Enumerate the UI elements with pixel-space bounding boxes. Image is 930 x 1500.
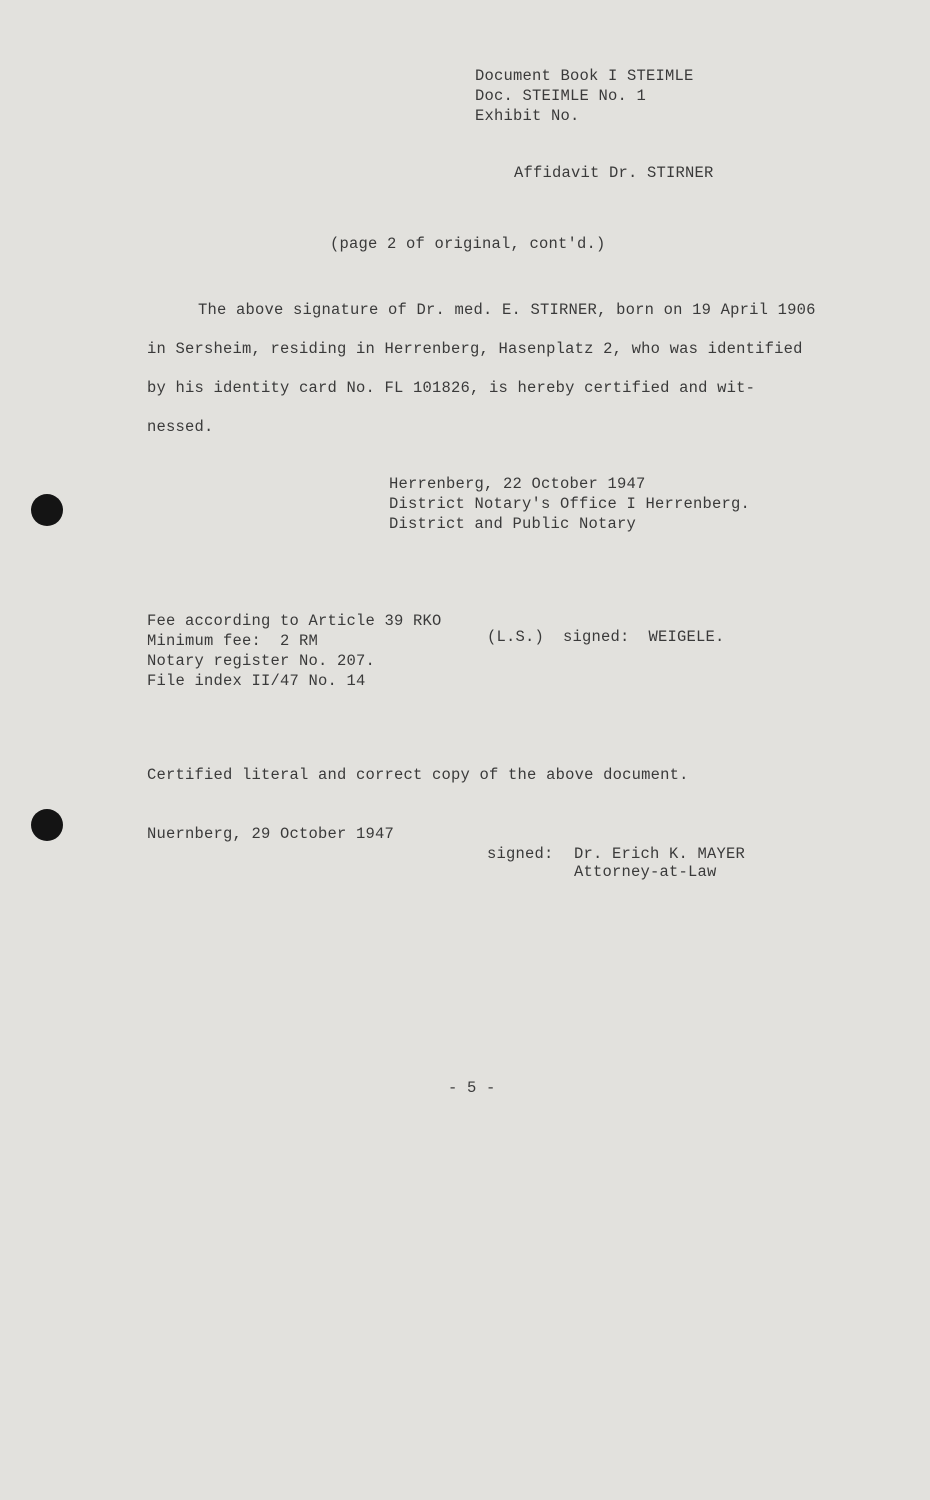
exhibit-line: Exhibit No. — [475, 107, 580, 125]
notary-title: District and Public Notary — [389, 515, 637, 533]
attorney-title: Attorney-at-Law — [574, 863, 717, 881]
file-index-line: File index II/47 No. 14 — [147, 672, 366, 690]
punch-hole-top — [31, 494, 63, 526]
seal-signed-line: (L.S.) signed: WEIGELE. — [487, 628, 725, 646]
minimum-fee-line: Minimum fee: 2 RM — [147, 632, 319, 650]
register-line: Notary register No. 207. — [147, 652, 376, 670]
attorney-name: Dr. Erich K. MAYER — [574, 845, 746, 863]
body-line-1: The above signature of Dr. med. E. STIRNER, born on 19 April 1906 — [198, 301, 816, 319]
fee-line: Fee according to Article 39 RKO — [147, 612, 442, 630]
doc-book-line: Document Book I STEIMLE — [475, 67, 694, 85]
notary-office: District Notary's Office I Herrenberg. — [389, 495, 751, 513]
notary-place-date: Herrenberg, 22 October 1947 — [389, 475, 646, 493]
document-title: Affidavit Dr. STIRNER — [514, 164, 714, 182]
page-number: - 5 - — [448, 1079, 496, 1097]
punch-hole-bottom — [31, 809, 63, 841]
certification-line: Certified literal and correct copy of the above document. — [147, 766, 689, 784]
body-line-3: by his identity card No. FL 101826, is hereby certified and wit- — [147, 379, 756, 397]
page-note: (page 2 of original, cont'd.) — [330, 235, 606, 253]
certification-place-date: Nuernberg, 29 October 1947 — [147, 825, 395, 843]
body-line-2: in Sersheim, residing in Herrenberg, Hasenplatz 2, who was identified — [147, 340, 803, 358]
attorney-signed-label: signed: — [487, 845, 554, 863]
body-line-4: nessed. — [147, 418, 214, 436]
doc-number-line: Doc. STEIMLE No. 1 — [475, 87, 647, 105]
